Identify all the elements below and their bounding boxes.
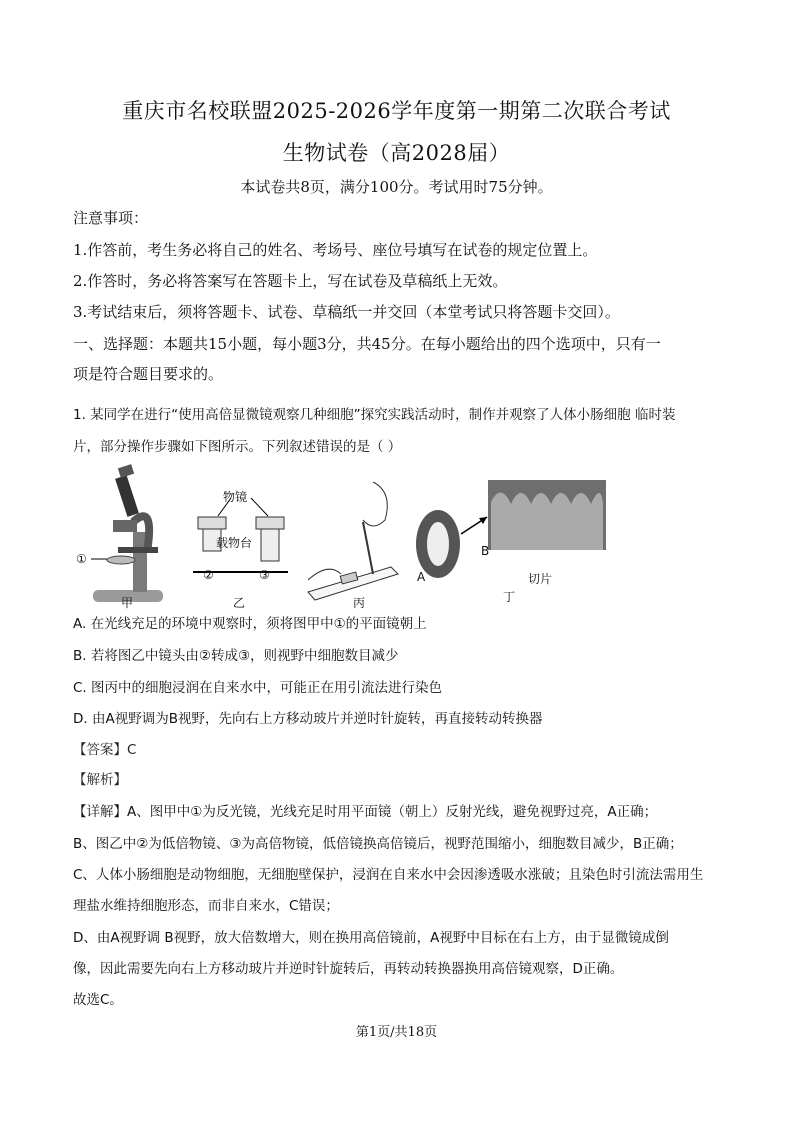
question-stem: 1. 某同学在进行“使用高倍显微镜观察几种细胞”探究实践活动时，制作并观察了人体小肠细胞 临时装	[73, 407, 676, 423]
question-stem-cont: 片，部分操作步骤如下图所示。下列叙述错误的是（ ）	[73, 439, 402, 455]
option-a: A. 在光线充足的环境中观察时，须将图甲中①的平面镜朝上	[73, 616, 427, 632]
question-figure	[73, 462, 613, 612]
option-c: C. 图丙中的细胞浸润在自来水中，可能正在用引流法进行染色	[73, 680, 443, 696]
analysis-label: 【解析】	[73, 772, 127, 788]
notes-heading: 注意事项：	[73, 209, 149, 227]
figure-caption-ding: 丁	[503, 590, 516, 604]
slide-staining-illustration	[308, 482, 398, 600]
detail-line: 【详解】A、图甲中①为反光镜，光线充足时用平面镜（朝上）反射光线，避免视野过亮，A正确；	[73, 804, 658, 820]
exam-title: 重庆市名校联盟2025-2026学年度第一期第二次联合考试	[122, 99, 671, 123]
figure-drawing	[73, 462, 613, 612]
figure-label-objective: 物镜	[223, 490, 248, 504]
detail-line: D、由A视野调 B视野，放大倍数增大，则在换用高倍镜前，A视野中目标在右上方，由于显微镜成倒	[73, 930, 669, 946]
figure-label-3: ③	[259, 568, 270, 582]
detail-line: B、图乙中②为低倍物镜、③为高倍物镜，低倍镜换高倍镜后，视野范围缩小，细胞数目减少，B正确；	[73, 836, 683, 852]
note-item: 2.作答时，务必将答案写在答题卡上，写在试卷及草稿纸上无效。	[73, 272, 508, 290]
detail-line: C、人体小肠细胞是动物细胞，无细胞壁保护，浸润在自来水中会因渗透吸水涨破；且染色时引流法需用生	[73, 867, 704, 883]
figure-label-b: B	[481, 544, 490, 558]
figure-label-a: A	[417, 570, 426, 584]
detail-line: 故选C。	[73, 992, 123, 1008]
option-b: B. 若将图乙中镜头由②转成③，则视野中细胞数目减少	[73, 648, 399, 664]
page-number: 第1页/共18页	[355, 1025, 438, 1040]
note-item: 3.考试结束后，须将答题卡、试卷、草稿纸一并交回（本堂考试只将答题卡交回）。	[73, 303, 620, 321]
detail-line: 理盐水维持细胞形态，而非自来水，C错误；	[73, 898, 339, 914]
exam-info: 本试卷共8页，满分100分。考试用时75分钟。	[240, 178, 553, 196]
figure-caption-yi: 乙	[233, 596, 246, 610]
objective-lenses-illustration	[193, 498, 288, 572]
microscope-illustration	[91, 464, 163, 602]
answer: 【答案】C	[73, 742, 137, 758]
option-d: D. 由A视野调为B视野，先向右上方移动玻片并逆时针旋转，再直接转动转换器	[73, 711, 543, 727]
detail-line: 像，因此需要先向右上方移动玻片并逆时针旋转后，再转动转换器换用高倍镜观察，D正确。	[73, 961, 624, 977]
figure-label-1: ①	[76, 552, 87, 566]
section-heading: 一、选择题：本题共15小题，每小题3分，共45分。在每小题给出的四个选项中，只有一	[73, 335, 661, 353]
note-item: 1.作答前，考生务必将自己的姓名、考场号、座位号填写在试卷的规定位置上。	[73, 241, 598, 259]
figure-caption-jia: 甲	[121, 596, 134, 610]
figure-label-2: ②	[203, 568, 214, 582]
tissue-section-illustration	[416, 480, 606, 578]
figure-label-stage: 载物台	[216, 536, 253, 550]
exam-subject-title: 生物试卷（高2028届）	[282, 141, 511, 165]
figure-caption-bing: 丙	[353, 596, 366, 610]
section-heading-cont: 项是符合题目要求的。	[73, 365, 224, 383]
figure-label-slice: 切片	[528, 572, 553, 586]
